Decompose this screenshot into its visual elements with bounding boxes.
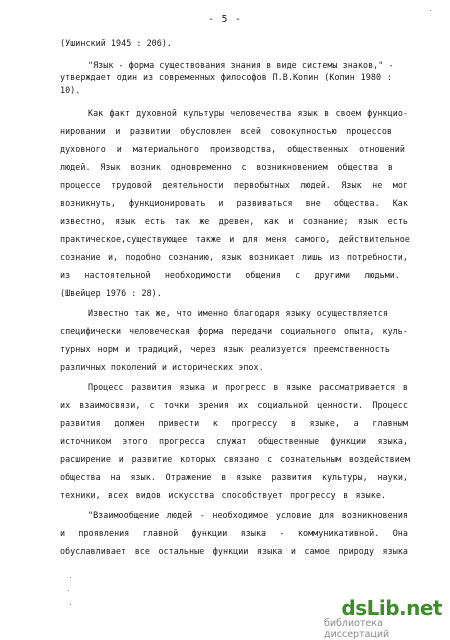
text-line: различных поколений и исторических эпох. <box>60 362 264 372</box>
text-line: и проявления главной функции языка - коммуникативной. Она <box>60 528 408 538</box>
text-line: практическое,существующее также и для меня самого, действительное <box>60 234 410 244</box>
text-line: духовного и материального производства, общественных отношений <box>60 144 405 154</box>
page-number: - 5 - <box>208 14 242 25</box>
text-line: нировании и развитии обусловлен всей совокупностью процессов <box>60 126 392 136</box>
watermark <box>324 596 442 640</box>
text-line: развития должен привести к прогрессу в языке, а главным <box>60 418 408 428</box>
text-line: 10). <box>60 85 81 95</box>
text-line: Как факт духовной культуры человечества язык в своем функцио- <box>88 108 408 118</box>
text-line: общества на язык. Отражение в языке развития культуры, науки, <box>60 472 408 482</box>
text-line: процессе трудовой деятельности первобытных людей. Язык не мог <box>60 180 408 190</box>
scan-speck <box>70 577 71 578</box>
scan-speck <box>430 10 431 11</box>
text-line: (Ушинский 1945 : 206). <box>60 38 173 48</box>
text-line: обуславливает все остальные функции языка и самое природу языка <box>60 546 408 556</box>
scan-speck <box>68 590 69 591</box>
text-line: возникнуть, функционировать и развиваться вне общества. Как <box>60 198 408 208</box>
text-line: специфически человеческая форма передачи социального опыта, куль- <box>60 326 408 336</box>
watermark-logo: dsLib.net <box>341 596 442 620</box>
text-line: из настоятельной необходимости общения с другими людьми. <box>60 270 400 280</box>
text-line: Известно так же, что именно благодаря языку осуществляется <box>88 308 388 318</box>
text-line: турных норм и традиций, через язык реализуется преемственность <box>60 344 390 354</box>
text-line: сознание и, подобно сознанию, язык возникает лишь из потребности, <box>60 252 408 262</box>
text-line: "Язык - форма существования знания в виде системы знаков," - <box>88 60 394 70</box>
text-line: людей. Язык возник одновременно с возникновением общества в <box>60 162 393 172</box>
text-line: утверждает один из современных философов П.В.Копин (Копин 1980 : <box>60 72 392 82</box>
watermark-subtitle: библиотека диссертаций <box>324 618 390 640</box>
text-line: их взаимосвязи, с точки зрения их социальной ценности. Процесс <box>60 400 408 410</box>
text-line: техники, всех видов искусства способствует прогрессу в языке. <box>60 490 386 500</box>
text-line: известно, язык есть так же древен, как и сознание; язык есть <box>60 216 408 226</box>
text-line: источником этого прогресса служат общественные функции языка, <box>60 436 408 446</box>
text-line: расширение и развитие которых связано с сознательным воздействием <box>60 454 410 464</box>
text-line: Процесс развития языка и прогресс в языке рассматривается в <box>88 382 408 392</box>
scan-speck <box>70 604 71 605</box>
text-line: (Швейцер 1976 : 28). <box>60 288 162 298</box>
text-line: "Взаимообщение людей - необходимое условие для возникновения <box>88 510 408 520</box>
